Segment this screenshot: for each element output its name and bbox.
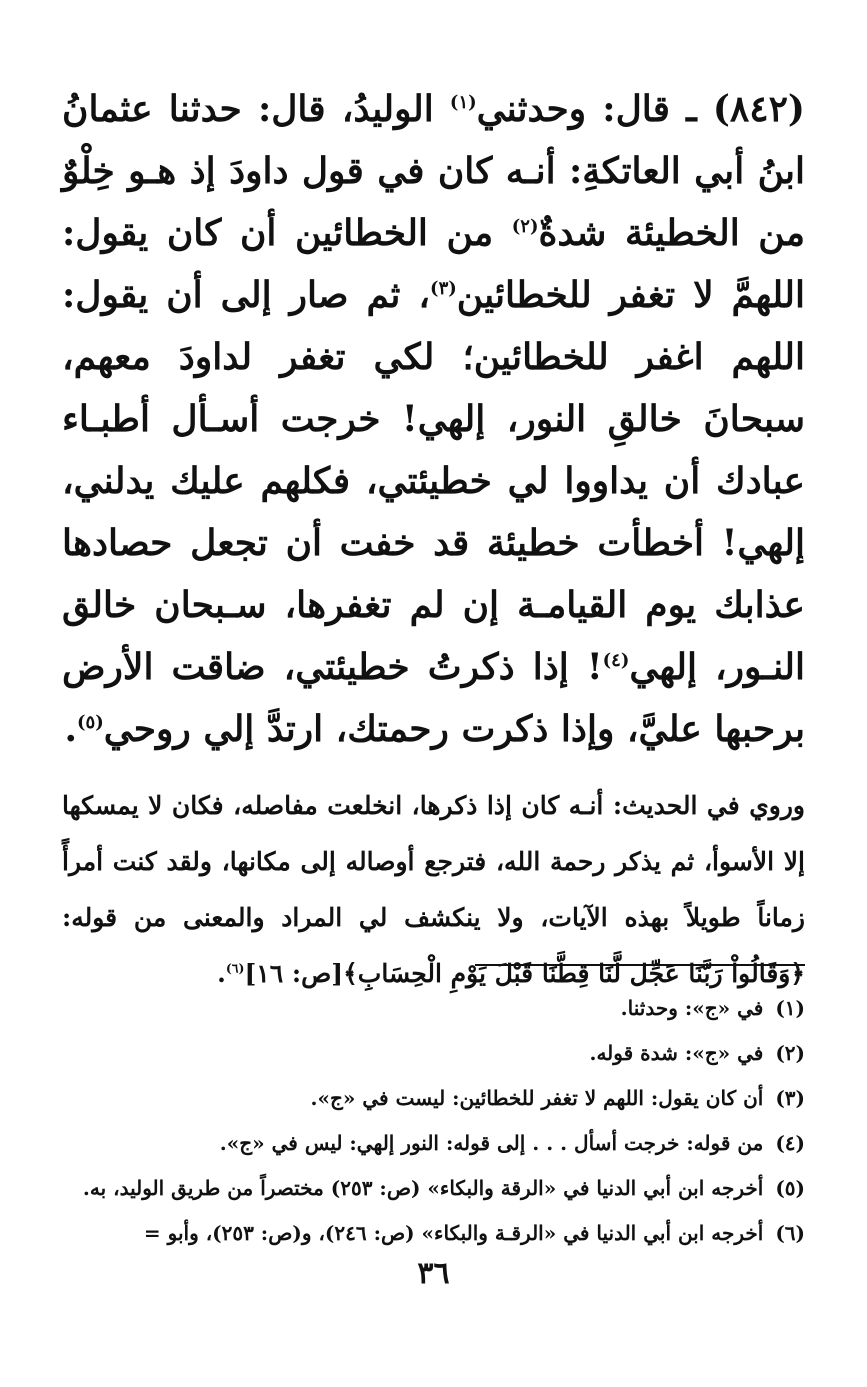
footnote-6 <box>62 1211 805 1256</box>
footnote-text: في «ج»: وحدثنا. <box>620 996 764 1020</box>
riwaya-paragraph <box>62 778 805 1002</box>
footnote-2 <box>62 1031 805 1076</box>
book-page <box>62 78 805 1387</box>
footnote-ref-6: (٦) <box>225 960 245 976</box>
riwaya-text: وروي في الحديث: أنـه كان إذا ذكرها، انخلعت مفاصله، فكان لا يمسكها إلا الأسوأ، ثم يذكر رحمة الله، فترجع أوصاله إلى مكانها، ولقد كنت أمرأً زماناً طويلاً بهذه الآيات، ولا ينكشف لي المراد والمعنى من قوله: <box>62 791 805 932</box>
page-number: ٣٦ <box>417 1256 450 1291</box>
footnote-text: أخرجه ابن أبي الدنيا في «الرقـة والبكاء» (ص: ٢٤٦)، و(ص: ٢٥٣)، وأبو = <box>143 1221 764 1245</box>
footnote-ref-3: (٣) <box>430 278 457 299</box>
hadith-text-part-2: من الخطائين أن كان يقول: اللهمَّ لا تغفر للخطائين <box>62 212 805 316</box>
quran-verse: ﴿وَقَالُواْ رَبَّنَا عَجِّل لَّنَا قِطَّنَا قَبْلَ يَوْمِ الْحِسَابِ﴾ <box>343 959 805 988</box>
footnote-number: (٣) <box>775 1086 805 1110</box>
hadith-paragraph <box>62 78 805 760</box>
footnote-text: في «ج»: شدة قوله. <box>589 1041 764 1065</box>
footnote-4 <box>62 1121 805 1166</box>
footnote-number: (١) <box>775 996 805 1020</box>
footnote-1 <box>62 986 805 1031</box>
verse-reference: [ص: ١٦] <box>244 959 344 988</box>
footnote-3 <box>62 1076 805 1121</box>
footnote-divider <box>475 964 805 966</box>
footnote-number: (٤) <box>775 1131 805 1155</box>
footnote-number: (٥) <box>775 1176 805 1200</box>
footnote-ref-1: (١) <box>449 92 477 113</box>
hadith-intro: قال: وحدثني <box>476 88 670 130</box>
footnotes-section <box>62 986 805 1256</box>
hadith-end: . <box>64 708 78 750</box>
footnote-text: أخرجه ابن أبي الدنيا في «الرقة والبكاء» (ص: ٢٥٣) مختصراً من طريق الوليد، به. <box>82 1176 764 1200</box>
hadith-text-part-3: ، ثم صار إلى أن يقول: اللهم اغفر للخطائين؛ لكي تغفر لداودَ معهم، سبحانَ خالقِ النور، إلهي! خرجت أسـأل أطبـاء عبادك أن يداووا لي خطيئتي، فكلهم عليك يدلني، إلهي! أخطأت خطيئة قد خفت أن تجعل حصادها عذابك يوم القيامـة إن لم تغفرها، سـبحان خالق النـور، إلهي <box>62 274 805 688</box>
footnote-ref-4: (٤) <box>602 650 630 671</box>
riwaya-end: . <box>217 959 226 988</box>
footnote-text: أن كان يقول: اللهم لا تغفر للخطائين: ليست في «ج». <box>310 1086 764 1110</box>
footnote-ref-2: (٢) <box>511 216 539 237</box>
hadith-number: (٨٤٢) ـ <box>686 88 805 130</box>
hadith-text-part-1: الوليدُ، قال: حدثنا عثمانُ ابنُ أبي العاتكةِ: أنـه كان في قول داودَ إذ هـو خِلْوٌ من الخطيئة شدةٌ <box>62 88 805 254</box>
hadith-text-part-4: ! إذا ذكرتُ خطيئتي، ضاقت الأرض برحبها عليَّ، وإذا ذكرت رحمتك، ارتدَّ إلي روحي <box>62 646 805 750</box>
footnote-number: (٦) <box>775 1221 805 1245</box>
footnote-ref-5: (٥) <box>77 712 104 733</box>
footnote-5 <box>62 1166 805 1211</box>
footnote-text: من قوله: خرجت أسأل . . . إلى قوله: النور إلهي: ليس في «ج». <box>219 1131 764 1155</box>
footnote-number: (٢) <box>775 1041 805 1065</box>
